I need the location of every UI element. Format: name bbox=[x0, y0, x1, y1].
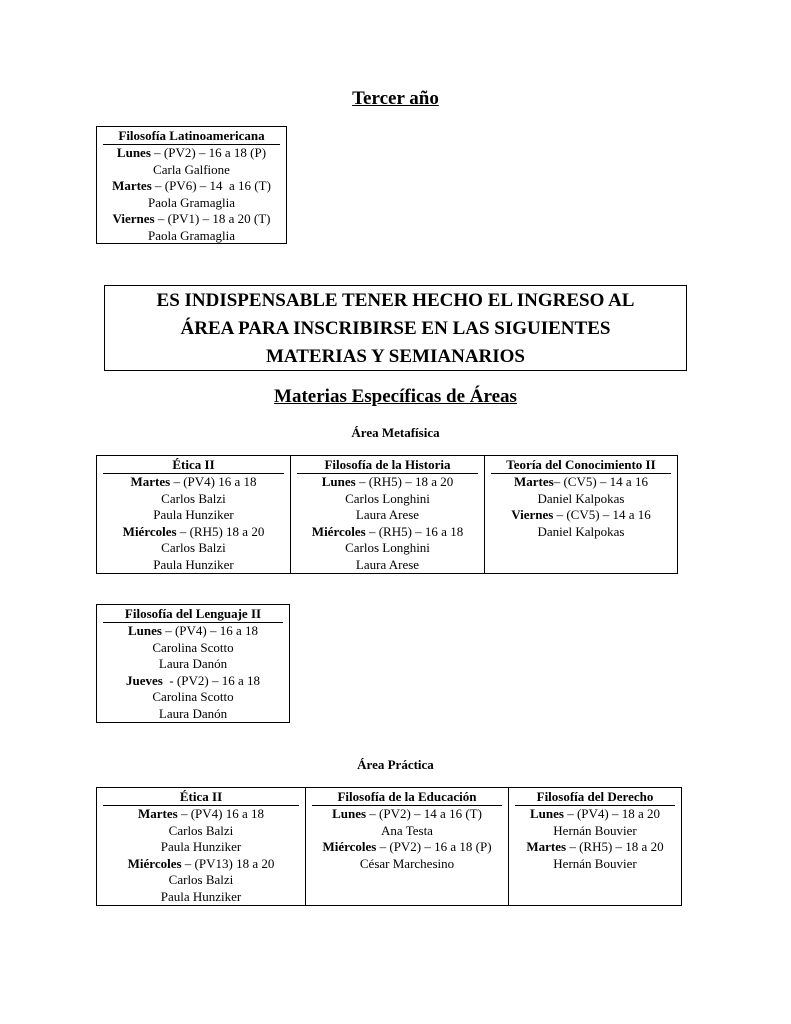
instructor-name: Ana Testa bbox=[381, 822, 433, 838]
weekday-label: Miércoles bbox=[311, 523, 366, 539]
instructor-name: Paula Hunziker bbox=[160, 888, 242, 904]
course-title: Filosofía de la Historia bbox=[297, 457, 478, 474]
instructor-line bbox=[97, 195, 286, 212]
instructor-line bbox=[97, 689, 289, 706]
schedule-line bbox=[97, 211, 286, 228]
schedule-detail: – (PV2) – 16 a 18 (P) bbox=[376, 839, 492, 854]
weekday-label: Martes bbox=[514, 474, 554, 489]
instructor-line bbox=[97, 162, 286, 179]
instructor-name: Carolina Scotto bbox=[152, 689, 234, 704]
instructor-name: Carlos Balzi bbox=[161, 490, 226, 506]
schedule-detail: – (PV1) – 18 a 20 (T) bbox=[154, 211, 271, 226]
instructor-name: Paula Hunziker bbox=[160, 839, 242, 854]
area-practica-table bbox=[96, 787, 682, 906]
instructor-name: Laura Danón bbox=[158, 705, 228, 721]
instructor-name: Laura Arese bbox=[355, 556, 420, 572]
course-cell-teoria-conocimiento bbox=[484, 456, 677, 573]
area-practica-title: Área Práctica bbox=[357, 757, 434, 772]
instructor-line bbox=[291, 540, 484, 557]
schedule-detail: – (PV4) 16 a 18 bbox=[177, 806, 264, 821]
area-metafisica-table bbox=[96, 455, 678, 574]
schedule-line bbox=[485, 507, 677, 524]
schedule-detail: – (RH5) 18 a 20 bbox=[176, 523, 265, 539]
schedule-detail: – (PV6) – 14 a 16 (T) bbox=[151, 178, 271, 193]
schedule-line bbox=[306, 806, 508, 823]
instructor-name: Laura Danón bbox=[158, 656, 228, 671]
instructor-line bbox=[97, 557, 290, 574]
weekday-label: Martes bbox=[526, 839, 567, 854]
course-box-lenguaje-ii bbox=[96, 604, 290, 723]
schedule-line bbox=[97, 524, 290, 541]
weekday-label: Miércoles bbox=[127, 855, 182, 871]
course-cell-filosofia-educacion bbox=[305, 788, 508, 905]
course-cell bbox=[97, 127, 286, 243]
weekday-label: Martes bbox=[130, 474, 171, 489]
instructor-name: Carla Galfione bbox=[153, 161, 230, 177]
instructor-name: Paula Hunziker bbox=[153, 507, 234, 522]
instructor-name: Daniel Kalpokas bbox=[537, 490, 625, 506]
course-cell-etica-ii-practica bbox=[97, 788, 305, 905]
notice-box bbox=[104, 285, 687, 371]
notice-line-1: ES INDISPENSABLE TENER HECHO EL INGRESO AL bbox=[156, 290, 635, 311]
course-cell bbox=[97, 605, 289, 722]
schedule-line bbox=[509, 839, 681, 856]
instructor-line bbox=[509, 856, 681, 873]
instructor-line bbox=[97, 228, 286, 245]
weekday-label: Miércoles bbox=[322, 839, 377, 854]
instructor-line bbox=[306, 823, 508, 840]
instructor-line bbox=[485, 491, 677, 508]
instructor-line bbox=[291, 557, 484, 574]
schedule-line bbox=[485, 474, 677, 491]
instructor-line bbox=[97, 889, 305, 906]
instructor-name: Carlos Balzi bbox=[168, 822, 234, 838]
weekday-label: Viernes bbox=[112, 211, 155, 226]
weekday-label: Martes bbox=[138, 806, 178, 821]
schedule-detail: – (RH5) – 16 a 18 bbox=[365, 523, 464, 539]
weekday-label: Viernes bbox=[511, 507, 554, 522]
heading-materias-especificas: Materias Específicas de Áreas bbox=[274, 386, 517, 407]
schedule-line bbox=[97, 178, 286, 195]
schedule-line bbox=[97, 145, 286, 162]
weekday-label: Lunes bbox=[127, 623, 162, 638]
schedule-detail: – (CV5) – 14 a 16 bbox=[553, 474, 648, 489]
instructor-line bbox=[509, 823, 681, 840]
course-title: Ética II bbox=[103, 789, 299, 806]
instructor-line bbox=[97, 491, 290, 508]
weekday-label: Jueves bbox=[126, 672, 163, 688]
schedule-line bbox=[97, 806, 305, 823]
weekday-label: Martes bbox=[112, 178, 152, 193]
course-cell-etica-ii bbox=[97, 456, 290, 573]
instructor-name: Hernán Bouvier bbox=[553, 855, 637, 871]
heading-tercer-anio: Tercer año bbox=[352, 88, 439, 109]
course-title: Teoría del Conocimiento II bbox=[491, 457, 671, 474]
instructor-line bbox=[97, 640, 289, 657]
course-title: Filosofía del Derecho bbox=[515, 789, 675, 806]
instructor-name: Paula Hunziker bbox=[153, 556, 234, 572]
instructor-name: Paola Gramaglia bbox=[148, 194, 235, 210]
instructor-line bbox=[97, 706, 289, 723]
schedule-line bbox=[97, 623, 289, 640]
course-title: Ética II bbox=[103, 457, 284, 474]
course-cell-filosofia-derecho bbox=[508, 788, 681, 905]
instructor-name: Laura Arese bbox=[355, 507, 420, 522]
instructor-line bbox=[291, 507, 484, 524]
weekday-label: Lunes bbox=[529, 806, 564, 821]
instructor-line bbox=[485, 524, 677, 541]
course-cell-filosofia-historia bbox=[290, 456, 484, 573]
instructor-line bbox=[97, 656, 289, 673]
instructor-line bbox=[97, 507, 290, 524]
weekday-label: Lunes bbox=[332, 806, 367, 821]
instructor-line bbox=[97, 872, 305, 889]
notice-line-3: MATERIAS Y SEMIANARIOS bbox=[266, 346, 525, 367]
instructor-line bbox=[97, 823, 305, 840]
schedule-line bbox=[97, 856, 305, 873]
schedule-detail: – (PV2) – 14 a 16 (T) bbox=[366, 806, 482, 821]
schedule-detail: – (PV13) 18 a 20 bbox=[181, 855, 275, 871]
schedule-detail: – (PV4) – 16 a 18 bbox=[161, 623, 258, 638]
schedule-line bbox=[291, 474, 484, 491]
schedule-line bbox=[306, 839, 508, 856]
instructor-name: Daniel Kalpokas bbox=[537, 523, 625, 539]
weekday-label: Lunes bbox=[321, 474, 356, 489]
course-title: Filosofía del Lenguaje II bbox=[103, 606, 283, 623]
schedule-detail: – (PV2) – 16 a 18 (P) bbox=[150, 145, 267, 160]
schedule-detail: – (RH5) – 18 a 20 bbox=[355, 474, 454, 489]
instructor-name: Carlos Longhini bbox=[345, 490, 430, 506]
instructor-name: Carlos Balzi bbox=[161, 540, 226, 555]
schedule-detail: – (RH5) – 18 a 20 bbox=[566, 839, 664, 854]
course-title: Filosofía de la Educación bbox=[312, 789, 502, 806]
schedule-detail: - (PV2) – 16 a 18 bbox=[162, 672, 260, 688]
schedule-detail: – (PV4) 16 a 18 bbox=[170, 474, 257, 489]
notice-line-2: ÁREA PARA INSCRIBIRSE EN LAS SIGUIENTES bbox=[180, 318, 611, 339]
schedule-detail: – (CV5) – 14 a 16 bbox=[553, 507, 651, 522]
area-metafisica-title: Área Metafísica bbox=[351, 425, 440, 440]
schedule-line bbox=[509, 806, 681, 823]
course-box-latinoamericana bbox=[96, 126, 287, 244]
schedule-detail: – (PV4) – 18 a 20 bbox=[563, 806, 660, 821]
schedule-line bbox=[97, 474, 290, 491]
schedule-line bbox=[97, 673, 289, 690]
weekday-label: Lunes bbox=[116, 145, 151, 160]
instructor-line bbox=[291, 491, 484, 508]
course-title: Filosofía Latinoamericana bbox=[103, 128, 280, 145]
instructor-line bbox=[97, 839, 305, 856]
instructor-line bbox=[306, 856, 508, 873]
instructor-name: Carolina Scotto bbox=[152, 639, 234, 655]
instructor-name: César Marchesino bbox=[359, 855, 455, 871]
instructor-name: Carlos Longhini bbox=[345, 540, 430, 555]
instructor-name: Paola Gramaglia bbox=[148, 227, 235, 243]
instructor-line bbox=[97, 540, 290, 557]
instructor-name: Hernán Bouvier bbox=[553, 822, 637, 838]
schedule-line bbox=[291, 524, 484, 541]
weekday-label: Miércoles bbox=[122, 523, 177, 539]
instructor-name: Carlos Balzi bbox=[168, 872, 234, 887]
